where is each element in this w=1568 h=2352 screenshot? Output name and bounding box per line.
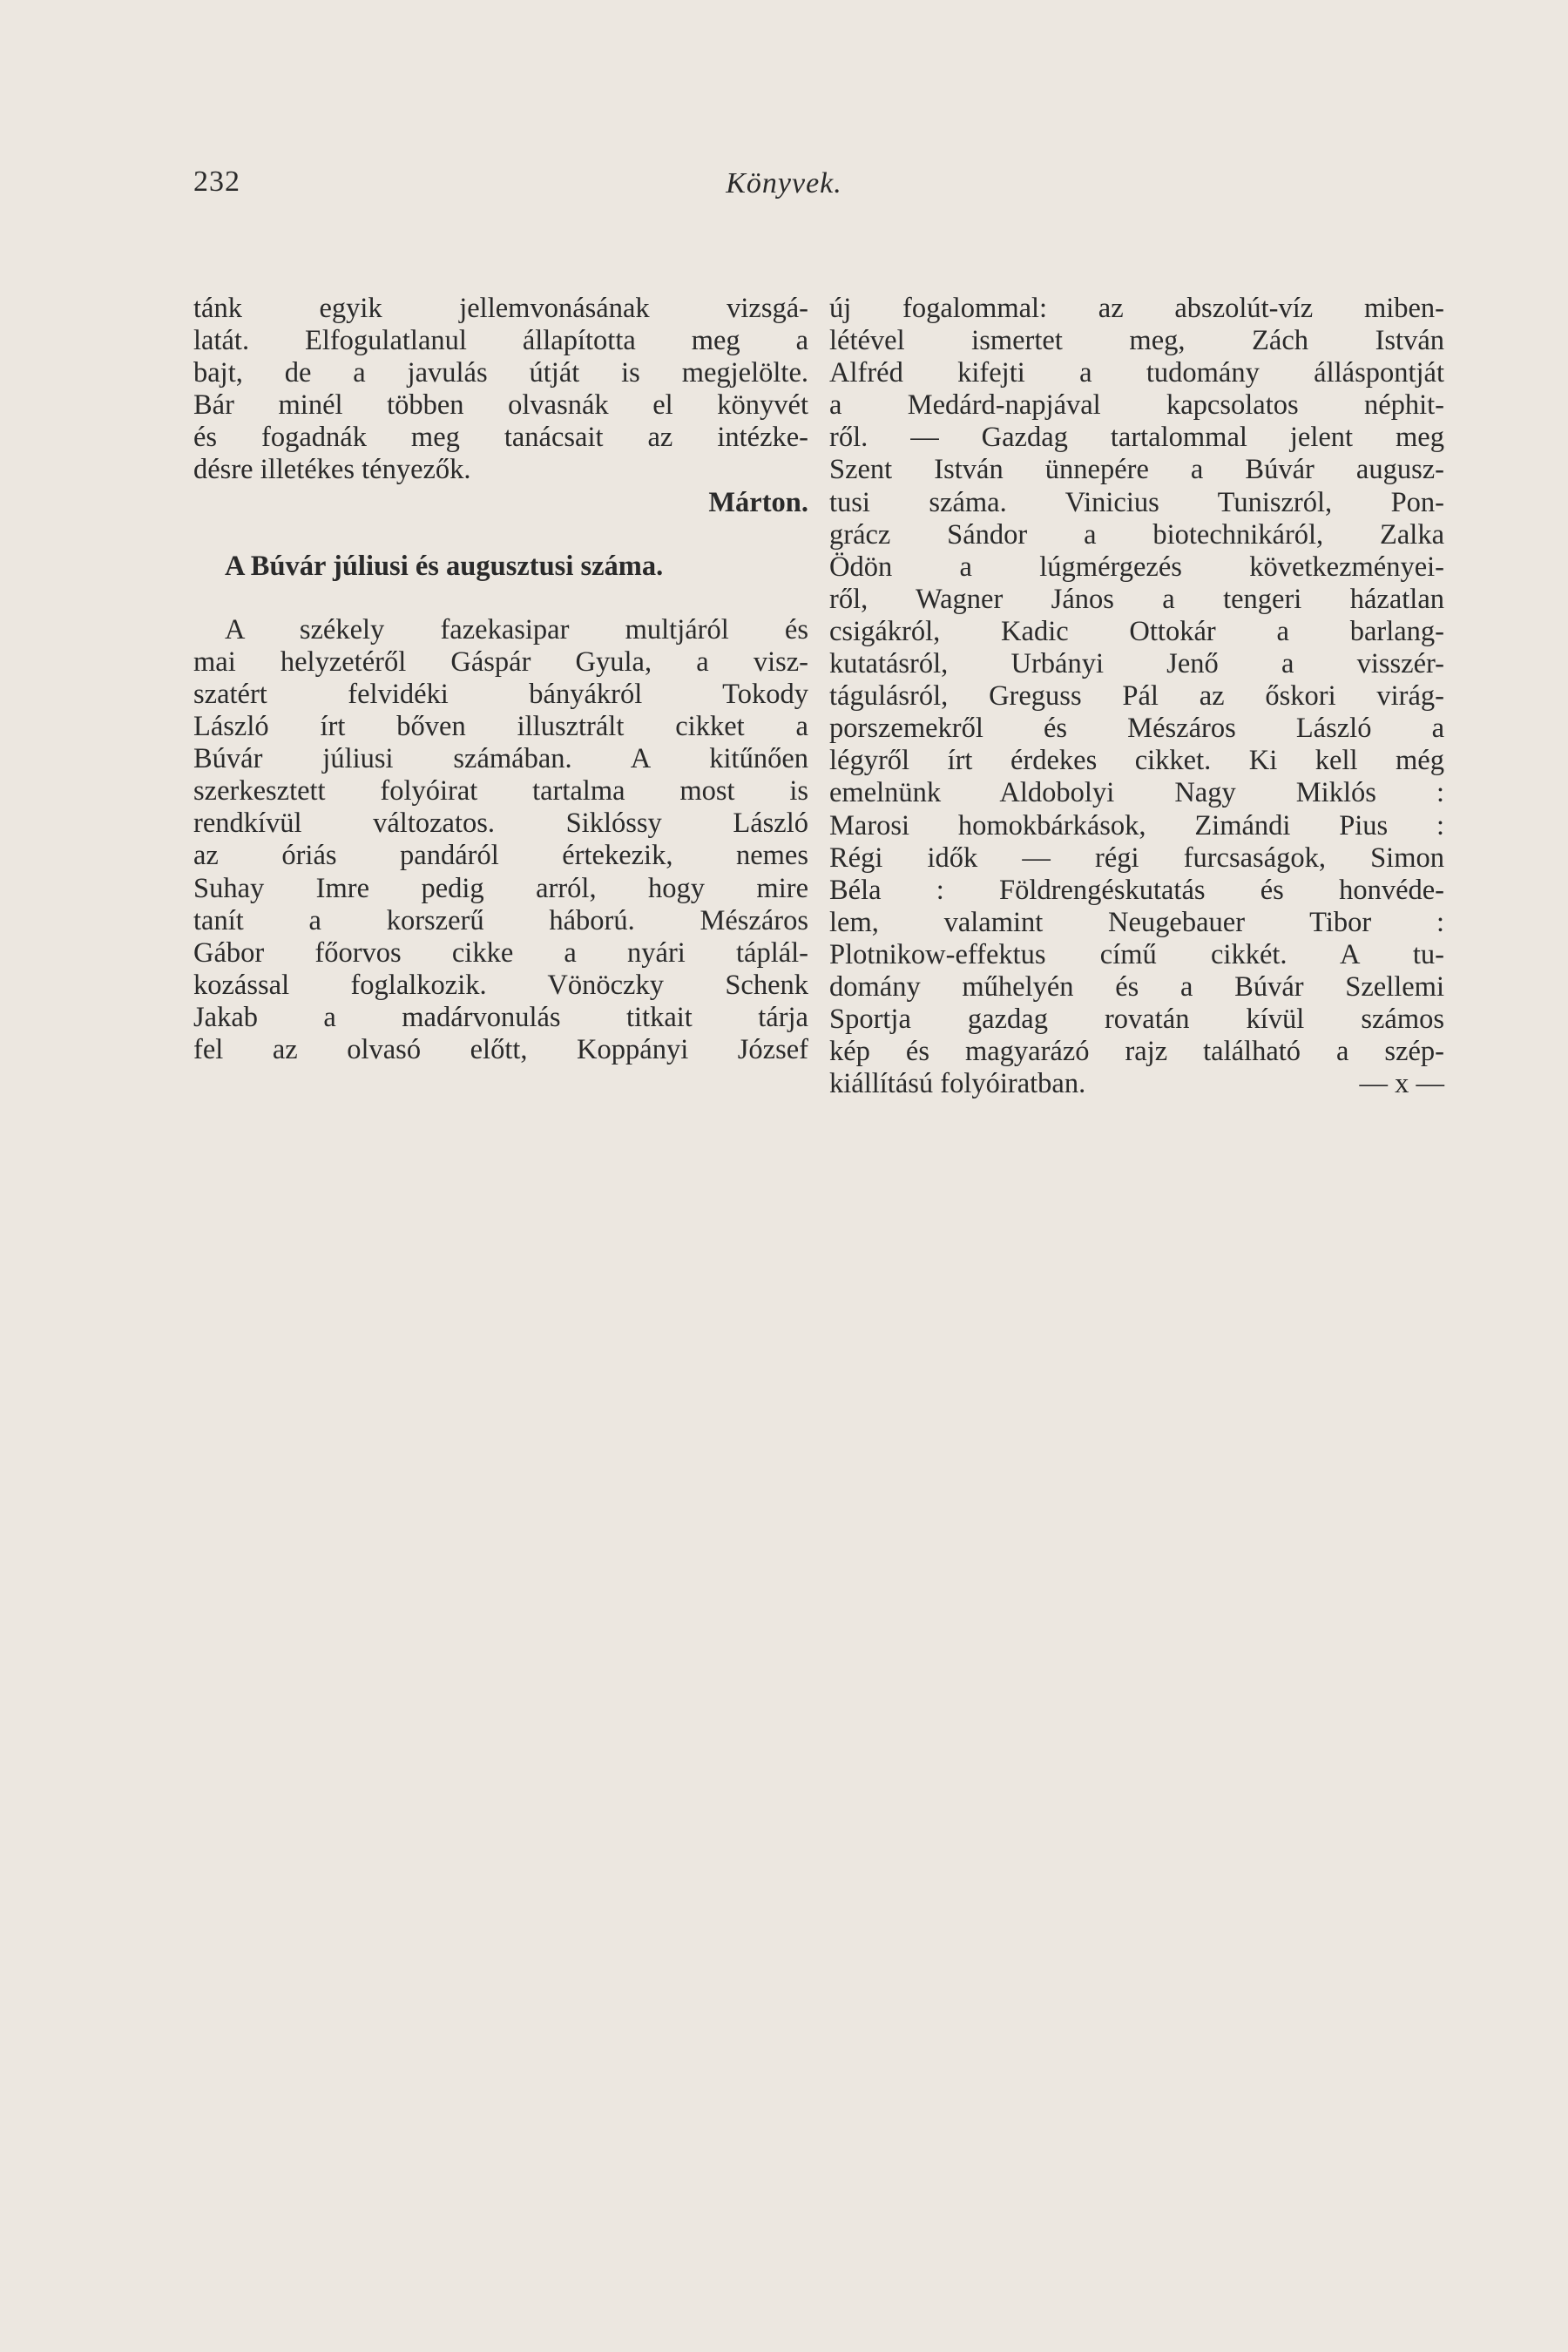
- text-line: Béla : Földrengéskutatás és honvéde-: [829, 874, 1444, 906]
- text-line: csigákról, Kadic Ottokár a barlang-: [829, 615, 1444, 647]
- text-line: rendkívül változatos. Siklóssy László: [193, 808, 808, 840]
- left-column: [193, 293, 808, 1066]
- text-line: désre illetékes tényezők.: [193, 454, 471, 486]
- text-line: domány műhelyén és a Búvár Szellemi: [829, 970, 1444, 1003]
- text-line: grácz Sándor a biotechnikáról, Zalka: [829, 518, 1444, 551]
- review-signature: Márton.: [708, 486, 808, 518]
- text-line: ről. — Gazdag tartalommal jelent meg: [829, 422, 1444, 454]
- text-line: porszemekről és Mészáros László a: [829, 713, 1444, 745]
- text-line: ről, Wagner János a tengeri házatlan: [829, 583, 1444, 615]
- right-column: [829, 293, 1444, 1100]
- text-line: A székely fazekasipar multjáról és: [225, 613, 808, 645]
- text-line: Alfréd kifejti a tudomány álláspontját: [829, 357, 1444, 389]
- text-line: szerkesztett folyóirat tartalma most is: [193, 775, 808, 808]
- author-mark: — x —: [1359, 1068, 1444, 1100]
- running-title: Könyvek.: [726, 167, 842, 199]
- text-line: Régi idők — régi furcsaságok, Simon: [829, 841, 1444, 874]
- final-text: kiállítású folyóiratban.: [829, 1068, 1086, 1100]
- text-line: Plotnikow-effektus című cikkét. A tu-: [829, 938, 1444, 970]
- text-line: légyről írt érdekes cikket. Ki kell még: [829, 745, 1444, 777]
- text-line: lem, valamint Neugebauer Tibor :: [829, 906, 1444, 938]
- text-line: fel az olvasó előtt, Koppányi József: [193, 1033, 808, 1065]
- text-line: Marosi homokbárkások, Zimándi Pius :: [829, 809, 1444, 841]
- text-line: Jakab a madárvonulás titkait tárja: [193, 1001, 808, 1033]
- final-line: [829, 1068, 1444, 1100]
- text-line: Ödön a lúgmérgezés következményei-: [829, 551, 1444, 583]
- text-line: az óriás pandáról értekezik, nemes: [193, 840, 808, 872]
- text-line: új fogalommal: az abszolút-víz miben-: [829, 293, 1444, 324]
- text-line: Gábor főorvos cikke a nyári táplál-: [193, 936, 808, 969]
- text-line: kutatásról, Urbányi Jenő a visszér-: [829, 648, 1444, 680]
- text-line: tusi száma. Vinicius Tuniszról, Pon-: [829, 486, 1444, 518]
- text-line: a Medárd-napjával kapcsolatos néphit-: [829, 389, 1444, 422]
- text-line: tágulásról, Greguss Pál az őskori virág-: [829, 680, 1444, 713]
- text-line: tánk egyik jellemvonásának vizsgá-: [193, 293, 808, 324]
- text-line: kozással foglalkozik. Vönöczky Schenk: [193, 969, 808, 1001]
- text-line: Sportja gazdag rovatán kívül számos: [829, 1004, 1444, 1036]
- text-line: és fogadnák meg tanácsait az intézke-: [193, 422, 808, 454]
- text-line: Bár minél többen olvasnák el könyvét: [193, 389, 808, 422]
- text-line: Szent István ünnepére a Búvár augusz-: [829, 454, 1444, 486]
- article-heading: A Búvár júliusi és augusztusi száma.: [225, 550, 664, 582]
- text-line: Búvár júliusi számában. A kitűnően: [193, 743, 808, 775]
- text-line: tanít a korszerű háború. Mészáros: [193, 904, 808, 936]
- text-line: László írt bőven illusztrált cikket a: [193, 711, 808, 743]
- text-line: létével ismertet meg, Zách István: [829, 325, 1444, 357]
- text-line: kép és magyarázó rajz található a szép-: [829, 1036, 1444, 1068]
- text-line: szatért felvidéki bányákról Tokody: [193, 678, 808, 710]
- text-line: mai helyzetéről Gáspár Gyula, a visz-: [193, 645, 808, 678]
- text-line: Suhay Imre pedig arról, hogy mire: [193, 872, 808, 904]
- text-line: bajt, de a javulás útját is megjelölte.: [193, 357, 808, 389]
- text-line: emelnünk Aldobolyi Nagy Miklós :: [829, 777, 1444, 809]
- text-line: latát. Elfogulatlanul állapította meg a: [193, 325, 808, 357]
- page-number: 232: [193, 166, 240, 198]
